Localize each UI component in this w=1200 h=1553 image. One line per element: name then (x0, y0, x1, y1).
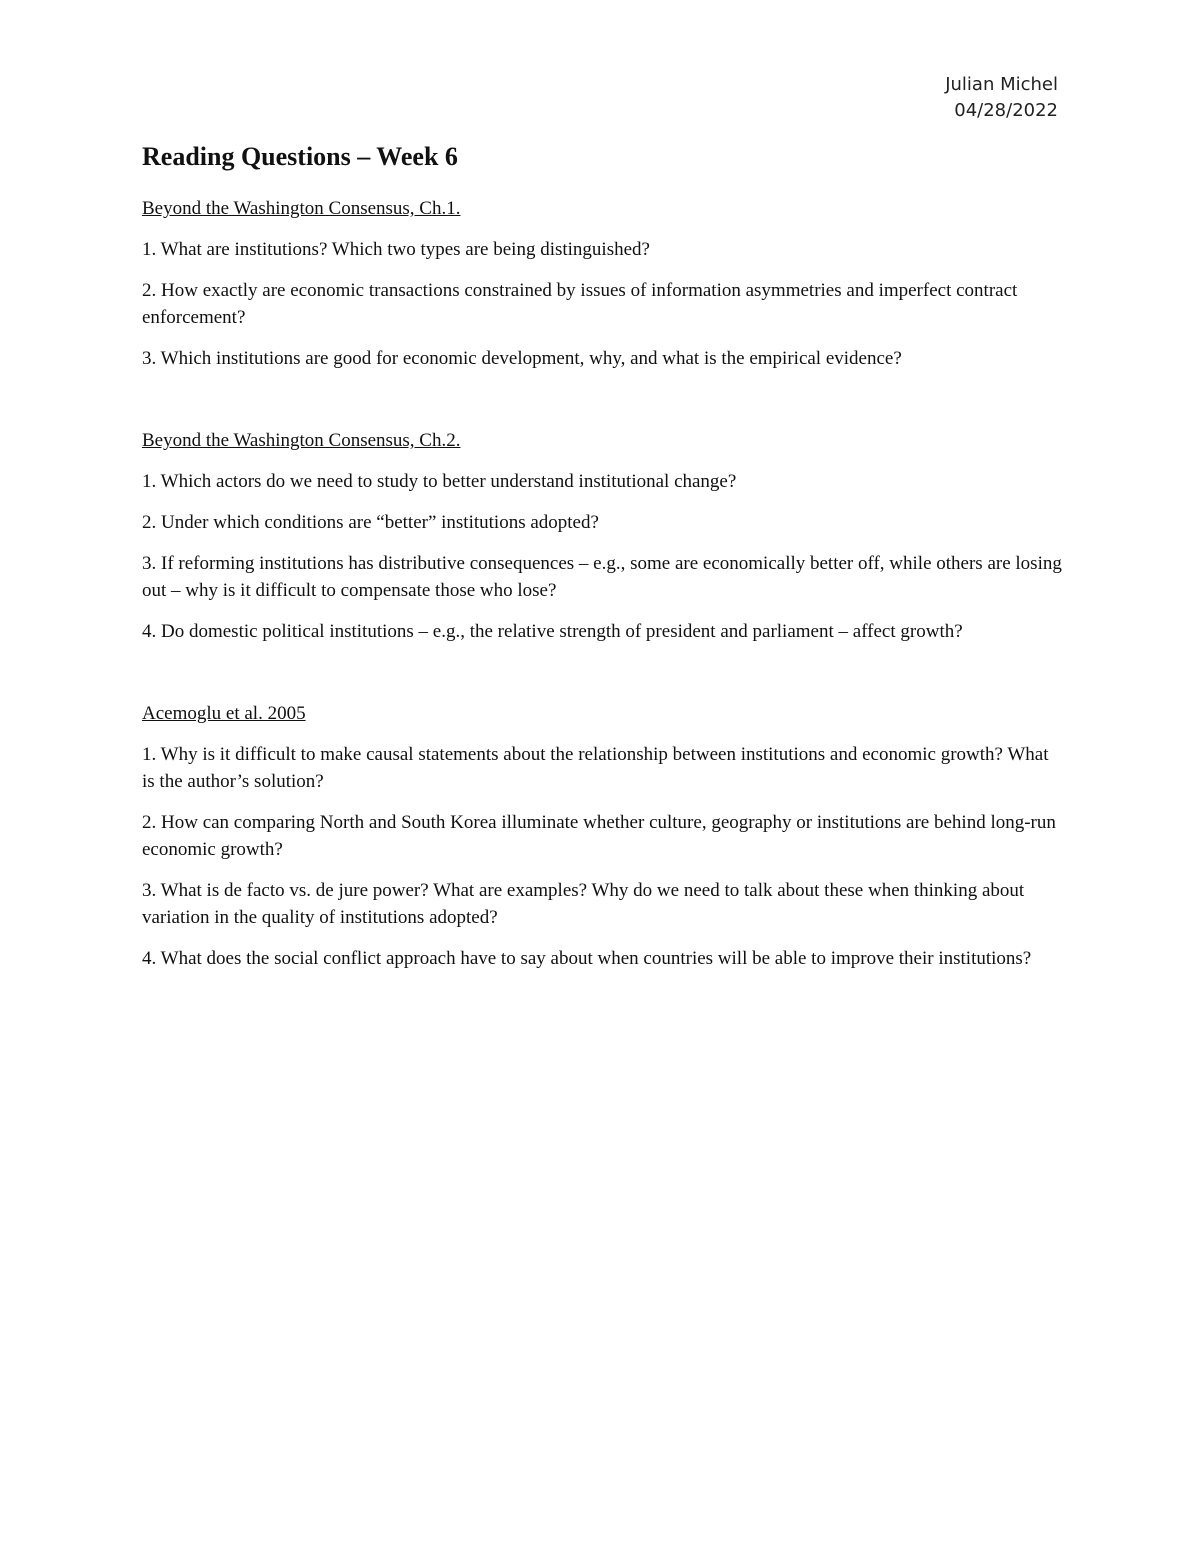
question-item: 2. How exactly are economic transactions constrained by issues of information asymmetries and imperfect contract enforcement? (142, 280, 1018, 328)
document-body (142, 140, 1062, 986)
question-item: 1. What are institutions? Which two types are being distinguished? (142, 239, 650, 260)
section-ch2 (142, 428, 1062, 645)
document-date: 04/28/2022 (954, 100, 1058, 121)
document-header (945, 72, 1058, 124)
section-spacer (142, 659, 1062, 701)
section-heading: Beyond the Washington Consensus, Ch.2. (142, 430, 461, 451)
section-heading: Acemoglu et al. 2005 (142, 703, 306, 724)
section-acemoglu (142, 701, 1062, 972)
question-item: 1. Why is it difficult to make causal statements about the relationship between institutions and economic growth? What is the author’s solution? (142, 744, 1049, 792)
question-item: 3. Which institutions are good for economic development, why, and what is the empirical evidence? (142, 348, 902, 369)
section-ch1 (142, 196, 1062, 372)
section-spacer (142, 386, 1062, 428)
author-name: Julian Michel (945, 74, 1058, 95)
question-item: 1. Which actors do we need to study to better understand institutional change? (142, 471, 737, 492)
section-heading: Beyond the Washington Consensus, Ch.1. (142, 198, 461, 219)
question-item: 2. Under which conditions are “better” institutions adopted? (142, 512, 599, 533)
question-item: 4. Do domestic political institutions – e.g., the relative strength of president and parliament – affect growth? (142, 621, 963, 642)
document-title: Reading Questions – Week 6 (142, 142, 458, 171)
question-item: 3. What is de facto vs. de jure power? What are examples? Why do we need to talk about these when thinking about variation in the quality of institutions adopted? (142, 880, 1025, 928)
question-item: 2. How can comparing North and South Korea illuminate whether culture, geography or institutions are behind long-run economic growth? (142, 812, 1056, 860)
question-item: 4. What does the social conflict approach have to say about when countries will be able to improve their institutions? (142, 948, 1032, 969)
question-item: 3. If reforming institutions has distributive consequences – e.g., some are economically better off, while others are losing out – why is it difficult to compensate those who lose? (142, 553, 1062, 601)
